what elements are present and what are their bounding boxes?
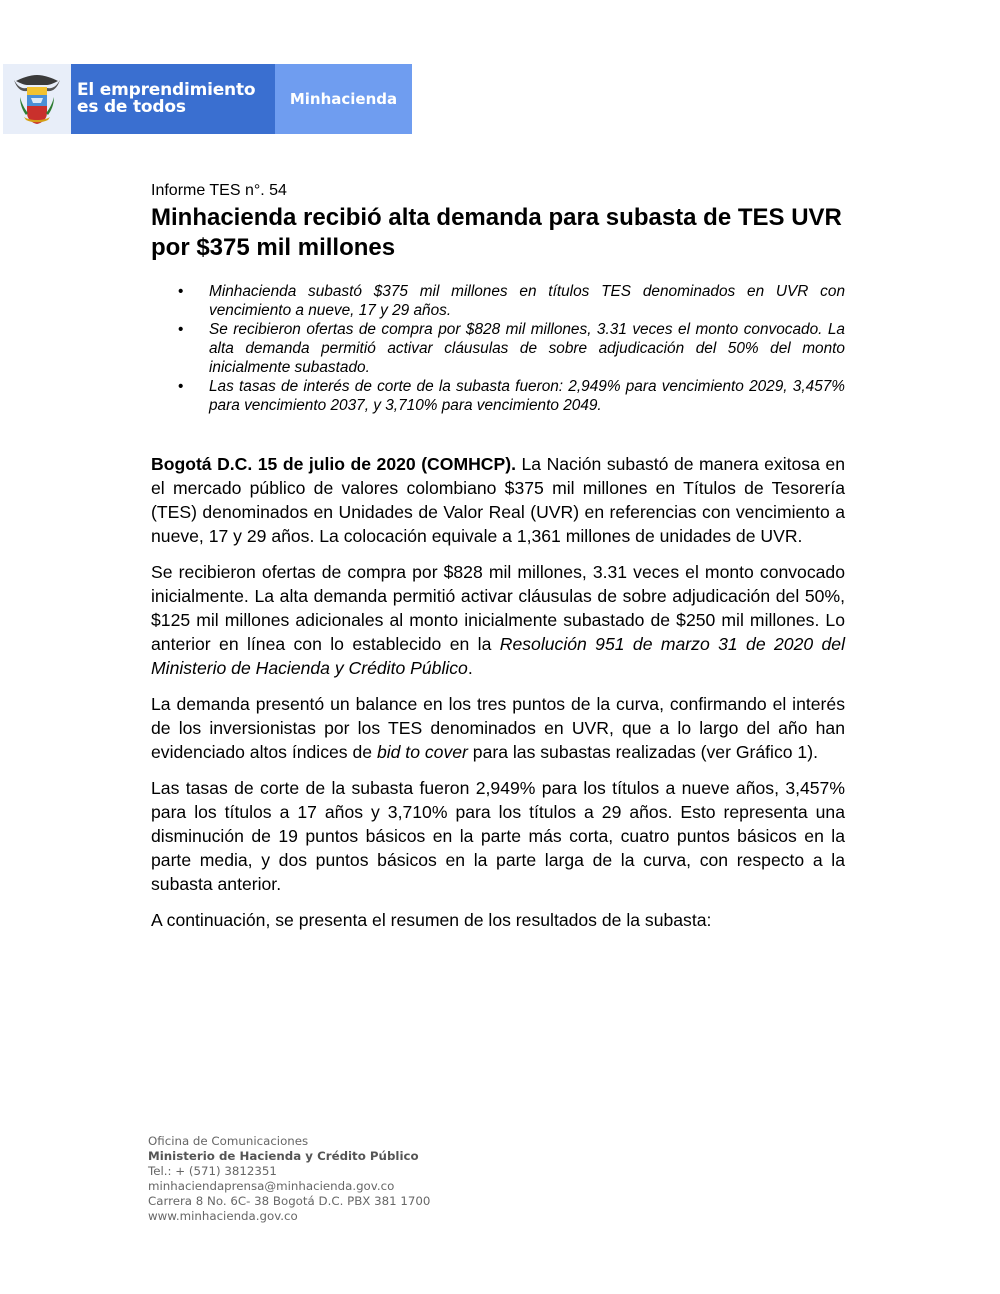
crest-container bbox=[3, 64, 71, 134]
dateline: Bogotá D.C. 15 de julio de 2020 (COMHCP). bbox=[151, 454, 516, 474]
paragraph-2-text: Se recibieron ofertas de compra por $828 mil millones, 3.31 veces el monto convocado inicialmente. La alta demanda permitió activar cláusulas de sobre adjudicación del 50%, $125 mil millones adicionales al monto inicialmente subastado de $250 mil millones. Lo anterior en línea con lo establecido en la bbox=[151, 562, 845, 654]
paragraph-3-text-a: La demanda presentó un balance en los tres puntos de la curva, confirmando el interés de los inversionistas por los TES denominados en UVR, que a lo largo del año han evidenciado altos índices de bbox=[151, 694, 845, 762]
paragraph-1 bbox=[151, 452, 845, 548]
brand-name: Minhacienda bbox=[289, 90, 398, 108]
article bbox=[151, 181, 845, 944]
footer-address: Carrera 8 No. 6C- 38 Bogotá D.C. PBX 381 1700 bbox=[148, 1194, 431, 1208]
header-banner bbox=[3, 64, 412, 134]
paragraph-5: A continuación, se presenta el resumen de los resultados de la subasta: bbox=[151, 910, 712, 930]
paragraph-3 bbox=[151, 692, 845, 764]
footer-contact bbox=[148, 1134, 430, 1224]
highlight-item: • Minhacienda subastó $375 mil millones en títulos TES denominados en UVR con vencimiento a nueve, 17 y 29 años. bbox=[209, 282, 845, 320]
footer-office: Oficina de Comunicaciones bbox=[148, 1134, 309, 1148]
paragraph-1-text: La Nación subastó de manera exitosa en el mercado público de valores colombiano $375 mil millones en Títulos de Tesorería (TES) denominados en Unidades de Valor Real (UVR) en referencias con vencimiento a nueve, 17 y 29 años. La colocación equivale a 1,361 millones de unidades de UVR. bbox=[151, 454, 845, 546]
highlight-item: • Las tasas de interés de corte de la subasta fueron: 2,949% para vencimiento 2029, 3,457% para vencimiento 2037, y 3,710% para vencimiento 2049. bbox=[209, 377, 845, 415]
brand-block bbox=[275, 64, 412, 134]
bid-to-cover-term: bid to cover bbox=[376, 742, 468, 762]
footer-ministry: Ministerio de Hacienda y Crédito Público bbox=[148, 1149, 419, 1163]
footer-email: minhaciendaprensa@minhacienda.gov.co bbox=[148, 1179, 395, 1193]
resolution-reference: Resolución 951 de marzo 31 de 2020 del Ministerio de Hacienda y Crédito Público bbox=[151, 634, 846, 678]
report-number: Informe TES n°. 54 bbox=[151, 182, 287, 199]
paragraph-3-text-b: para las subastas realizadas (ver Gráfico 1). bbox=[467, 742, 818, 762]
footer-phone: Tel.: + (571) 3812351 bbox=[148, 1164, 277, 1178]
slogan-block bbox=[3, 64, 275, 134]
footer-website: www.minhacienda.gov.co bbox=[148, 1209, 298, 1223]
headline: Minhacienda recibió alta demanda para subasta de TES UVR por $375 mil millones bbox=[151, 204, 842, 261]
paragraph-2-end: . bbox=[467, 658, 473, 678]
colombia-coat-of-arms-icon bbox=[12, 71, 62, 127]
slogan-text bbox=[77, 82, 255, 116]
highlights-list bbox=[151, 282, 845, 415]
article-body bbox=[151, 452, 845, 932]
slogan-line-1: El emprendimiento bbox=[77, 80, 256, 100]
paragraph-2 bbox=[151, 560, 845, 680]
slogan-line-2: es de todos bbox=[77, 97, 186, 117]
highlight-item: • Se recibieron ofertas de compra por $828 mil millones, 3.31 veces el monto convocado. La alta demanda permitió activar cláusulas de sobre adjudicación del 50% del monto inicialmente subastado. bbox=[209, 320, 845, 377]
paragraph-4: Las tasas de corte de la subasta fueron 2,949% para los títulos a nueve años, 3,457% para los títulos a 17 años y 3,710% para los títulos a 29 años. Esto representa una disminución de 19 puntos básicos en la parte más corta, cuatro puntos básicos en la parte media, y dos puntos básicos en la parte larga de la curva, con respecto a la subasta anterior. bbox=[151, 778, 845, 894]
